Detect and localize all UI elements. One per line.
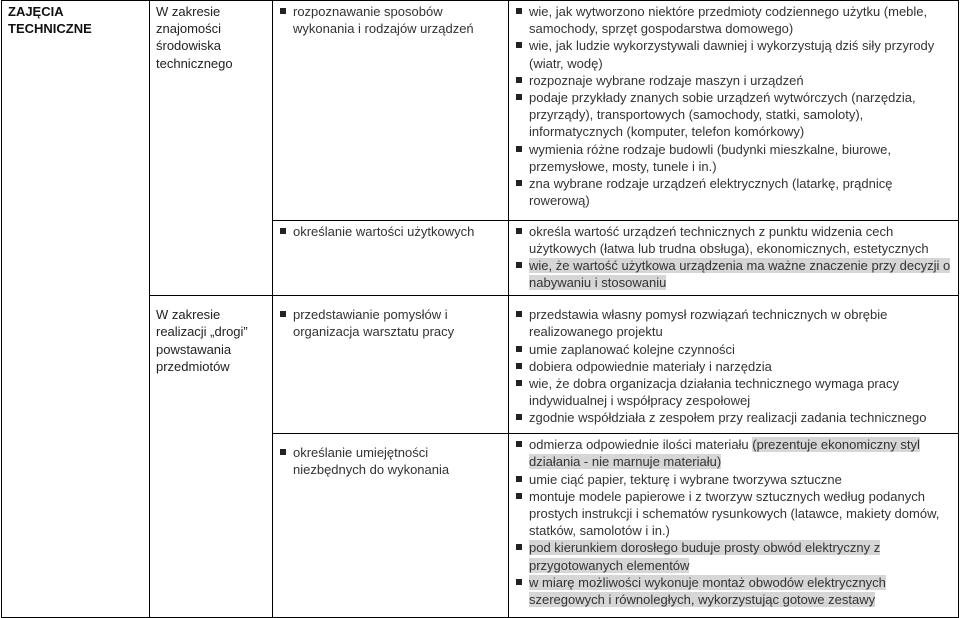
subject-title: ZAJĘCIA TECHNICZNE: [8, 4, 92, 37]
outcomes-cell: [509, 296, 959, 434]
list-item: umie ciąć papier, tekturę i wybrane tworzywa sztuczne: [515, 471, 954, 488]
list-item: wymienia różne rodzaje budowli (budynki mieszkalne, biurowe, przemysłowe, mosty, tunele i in.): [515, 141, 954, 175]
bullet-square-icon: [516, 544, 522, 550]
bullet-square-icon: [516, 414, 522, 420]
subject-cell: [2, 1, 150, 618]
goal-item: określanie umiejętności niezbędnych do wykonania: [279, 444, 504, 478]
bullet-square-icon: [516, 579, 522, 585]
list-item: wie, jak wytworzono niektóre przedmioty codziennego użytku (meble, samochody, sprzęt gospodarstwa domowego): [515, 3, 954, 37]
area-label: W zakresie realizacji „drogi” powstawania przedmiotów: [156, 307, 248, 374]
goal-item: określanie wartości użytkowych: [279, 223, 504, 240]
bullet-square-icon: [280, 449, 286, 455]
bullet-square-icon: [516, 262, 522, 268]
bullet-square-icon: [516, 346, 522, 352]
bullet-square-icon: [516, 146, 522, 152]
bullet-square-icon: [516, 311, 522, 317]
list-item: zna wybrane rodzaje urządzeń elektrycznych (latarkę, prądnicę rowerową): [515, 175, 954, 209]
bullet-square-icon: [516, 380, 522, 386]
goal-item: rozpoznawanie sposobów wykonania i rodzajów urządzeń: [279, 3, 504, 37]
outcomes-cell: [509, 1, 959, 221]
outcomes-cell: [509, 434, 959, 618]
bullet-square-icon: [516, 228, 522, 234]
list-item: wie, jak ludzie wykorzystywali dawniej i wykorzystują dziś siły przyrody (wiatr, wodę): [515, 37, 954, 71]
goal-cell: [273, 434, 509, 618]
goal-cell: [273, 1, 509, 221]
bullet-square-icon: [516, 180, 522, 186]
bullet-square-icon: [516, 493, 522, 499]
list-item: rozpoznaje wybrane rodzaje maszyn i urządzeń: [515, 72, 954, 89]
bullet-square-icon: [516, 42, 522, 48]
list-item: zgodnie współdziała z zespołem przy realizacji zadania technicznego: [515, 409, 954, 426]
curriculum-table: [1, 0, 959, 618]
list-item: umie zaplanować kolejne czynności: [515, 341, 954, 358]
bullet-square-icon: [516, 94, 522, 100]
goal-item: przedstawianie pomysłów i organizacja warsztatu pracy: [279, 306, 504, 340]
list-item: dobiera odpowiednie materiały i narzędzia: [515, 358, 954, 375]
list-item: wie, że dobra organizacja działania technicznego wymaga pracy indywidualnej i współpracy zespołowej: [515, 375, 954, 409]
goal-cell: [273, 296, 509, 434]
list-item: określa wartość urządzeń technicznych z punktu widzenia cech użytkowych (łatwa lub trudna obsługa), ekonomicznych, estetycznych: [515, 223, 954, 257]
area-cell: [150, 296, 273, 618]
area-label: W zakresie znajomości środowiska technicznego: [156, 4, 233, 71]
table-row: [2, 1, 959, 221]
list-item: wie, że wartość użytkowa urządzenia ma ważne znaczenie przy decyzji o nabywaniu i stosowaniu: [515, 257, 954, 291]
bullet-square-icon: [280, 228, 286, 234]
area-cell: [150, 1, 273, 296]
list-item: w miarę możliwości wykonuje montaż obwodów elektrycznych szeregowych i równoległych, wykorzystując gotowe zestawy: [515, 574, 954, 608]
bullet-square-icon: [516, 441, 522, 447]
bullet-square-icon: [280, 311, 286, 317]
bullet-square-icon: [516, 476, 522, 482]
bullet-square-icon: [516, 77, 522, 83]
bullet-square-icon: [280, 8, 286, 14]
outcomes-cell: [509, 220, 959, 295]
list-item: podaje przykłady znanych sobie urządzeń wytwórczych (narzędzia, przyrządy), transportowych (samochody, statki, samoloty), informatycznych (komputer, telefon komórkowy): [515, 89, 954, 141]
list-item: pod kierunkiem dorosłego buduje prosty obwód elektryczny z przygotowanych elementów: [515, 539, 954, 573]
list-item: montuje modele papierowe i z tworzyw sztucznych według podanych prostych instrukcji i schematów rysunkowych (latawce, makiety domów, statków, samolotów i in.): [515, 488, 954, 540]
list-item: odmierza odpowiednie ilości materiału (prezentuje ekonomiczny styl działania - nie marnuje materiału): [515, 436, 954, 470]
list-item: przedstawia własny pomysł rozwiązań technicznych w obrębie realizowanego projektu: [515, 306, 954, 340]
goal-cell: [273, 220, 509, 295]
bullet-square-icon: [516, 363, 522, 369]
bullet-square-icon: [516, 8, 522, 14]
